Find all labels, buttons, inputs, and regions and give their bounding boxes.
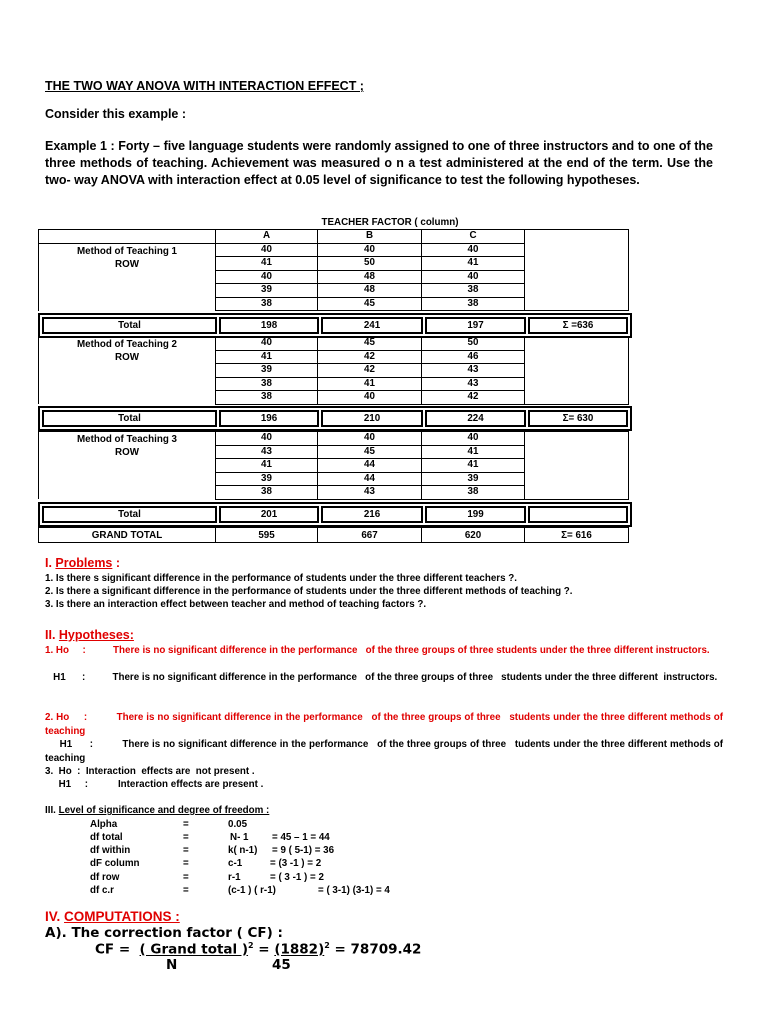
hypothesis-3-ho: 3. Ho : Interaction effects are not present . [45, 766, 255, 777]
total-label: Total [42, 317, 217, 334]
total-cell: 201 [219, 506, 319, 523]
cf-result: = 78709.42 [329, 941, 422, 958]
intro-text: Consider this example : [45, 107, 187, 121]
table-cell: 46 [422, 350, 525, 364]
problem-item: 2. Is there a significant difference in the performance of students under the three different methods of teaching ?. [45, 586, 573, 597]
table-cell: 40 [318, 243, 422, 257]
df-label: df total [90, 832, 123, 843]
table-cell: 42 [422, 391, 525, 405]
grand-total-sum: Σ= 616 [525, 528, 629, 543]
blank-cell [525, 337, 629, 405]
cf-value: (1882) [274, 941, 325, 958]
heading-number: IV. [45, 909, 65, 924]
header-blank [525, 230, 629, 311]
df-label: df row [90, 872, 120, 883]
group-label-line1: Method of Teaching 3 [77, 434, 177, 445]
table-cell: 45 [318, 337, 422, 351]
table-cell: 38 [216, 486, 318, 500]
table-cell: 38 [216, 377, 318, 391]
table-cell: 50 [318, 257, 422, 271]
df-equals: = [183, 819, 189, 830]
table-cell: 41 [216, 257, 318, 271]
column-header-b: B [318, 230, 422, 244]
table-cell: 40 [422, 432, 525, 446]
data-table-group-3 [38, 431, 629, 500]
table-cell: 48 [318, 270, 422, 284]
heading-number: II. [45, 628, 59, 642]
df-value: k( n-1) [228, 845, 258, 856]
group-label-line2: ROW [115, 447, 139, 458]
table-cell: 42 [318, 364, 422, 378]
table-cell: 40 [216, 270, 318, 284]
df-equals: = [183, 885, 189, 896]
table-cell: 50 [422, 337, 525, 351]
df-calc: = (3 -1 ) = 2 [270, 858, 322, 869]
cf-numerator: ( Grand total ) [139, 941, 249, 958]
df-label: Alpha [90, 819, 118, 830]
total-row-group-1 [38, 313, 632, 338]
cf-denominator-symbol: N [166, 957, 178, 973]
hypothesis-1-h1: H1 : There is no significant difference in the performance of the three groups of three students under the three different instructors. [45, 672, 718, 683]
df-value: N- 1 [230, 832, 249, 843]
total-cell: 216 [321, 506, 423, 523]
table-cell: 40 [422, 243, 525, 257]
table-cell: 48 [318, 284, 422, 298]
table-cell: 38 [216, 297, 318, 311]
grand-total-cell: 595 [216, 528, 318, 543]
grand-total-label: GRAND TOTAL [39, 528, 216, 543]
table-cell: 41 [216, 459, 318, 473]
grand-total-cell: 620 [422, 528, 525, 543]
table-cell: 44 [318, 472, 422, 486]
heading-colon: : [112, 556, 121, 570]
level-heading [45, 804, 269, 818]
df-row [0, 871, 768, 884]
table-cell: 45 [318, 297, 422, 311]
group-label-line2: ROW [115, 352, 139, 363]
total-cell: 241 [321, 317, 423, 334]
table-cell: 41 [422, 257, 525, 271]
table-cell: 43 [422, 364, 525, 378]
hypothesis-2-ho: 2. Ho : There is no significant difference in the performance of the three groups of three students under the three different methods of teaching [45, 712, 726, 737]
problems-heading [45, 556, 120, 570]
total-cell: 197 [425, 317, 526, 334]
table-cell: 38 [422, 486, 525, 500]
table-cell: 40 [318, 391, 422, 405]
table-cell: 38 [422, 284, 525, 298]
df-value: r-1 [228, 872, 241, 883]
problem-item: 1. Is there s significant difference in the performance of students under the three different teachers ?. [45, 573, 517, 584]
correction-factor-heading: A). The correction factor ( CF) : [45, 925, 283, 941]
table-cell: 42 [318, 350, 422, 364]
total-cell: 198 [219, 317, 319, 334]
total-label: Total [42, 506, 217, 523]
table-cell: 40 [422, 270, 525, 284]
df-label: df within [90, 845, 131, 856]
heading-text: Problems [55, 556, 113, 570]
total-cell: 210 [321, 410, 423, 427]
group-label-line2: ROW [115, 258, 139, 270]
cf-label: CF = [95, 941, 135, 958]
df-calc: = ( 3 -1 ) = 2 [270, 872, 324, 883]
df-equals: = [183, 858, 189, 869]
blank-cell [525, 432, 629, 500]
computations-heading [45, 909, 180, 924]
hypothesis-3-h1: H1 : Interaction effects are present . [45, 779, 264, 790]
group-label-line1: Method of Teaching 2 [77, 339, 177, 350]
table-cell: 39 [216, 284, 318, 298]
hypotheses-heading [45, 628, 134, 642]
table-cell: 44 [318, 459, 422, 473]
table-cell: 43 [216, 445, 318, 459]
cf-equals: = [253, 941, 275, 958]
cf-value-exponent: 2 [324, 941, 330, 950]
table-cell: 39 [216, 472, 318, 486]
example-paragraph: Example 1 : Forty – five language students were randomly assigned to one of three instructors and to one of the three methods of teaching. Achievement was measured o n a test administered at the end of the term. Use the two- way ANOVA with interaction effect at 0.05 level of significance to test the following hypotheses. [45, 139, 713, 187]
table-cell: 41 [216, 350, 318, 364]
data-table-group-2 [38, 336, 629, 405]
table-cell: 40 [216, 432, 318, 446]
total-row-group-2 [38, 406, 632, 431]
df-row [0, 884, 768, 897]
group-label [39, 337, 216, 405]
hypothesis-2-h1: H1 : There is no significant difference in the performance of the three groups of three tudents under the three different methods of teaching [45, 739, 726, 764]
problem-item: 3. Is there an interaction effect between teacher and method of teaching factors ?. [45, 599, 427, 610]
correction-factor-formula [95, 941, 421, 958]
df-equals: = [183, 872, 189, 883]
df-calc: = 45 – 1 = 44 [272, 832, 330, 843]
table-cell: 45 [318, 445, 422, 459]
table-cell: 40 [216, 243, 318, 257]
grand-total-cell: 667 [318, 528, 422, 543]
hypothesis-1-ho: 1. Ho : There is no significant difference in the performance of the three groups of three students under the three different instructors. [45, 645, 710, 656]
column-header-c: C [422, 230, 525, 244]
table-cell: 40 [318, 432, 422, 446]
table-cell: 43 [318, 486, 422, 500]
df-row [0, 857, 768, 870]
group-label [39, 432, 216, 500]
df-value: c-1 [228, 858, 243, 869]
table-cell: 41 [422, 445, 525, 459]
df-equals: = [183, 832, 189, 843]
header-blank [39, 230, 216, 244]
heading-number: I. [45, 556, 56, 570]
group-label [39, 243, 216, 311]
heading-text: COMPUTATIONS : [64, 909, 180, 924]
row-sum [528, 506, 628, 523]
total-label: Total [42, 410, 217, 427]
df-label: df c.r [90, 885, 114, 896]
cf-denominator-value: 45 [272, 957, 291, 973]
df-row [0, 818, 768, 831]
table-cell: 38 [422, 297, 525, 311]
df-value: 0.05 [228, 819, 248, 830]
table-cell: 41 [422, 459, 525, 473]
df-value: (c-1 ) ( r-1) [228, 885, 276, 896]
grand-total-row [38, 527, 629, 543]
heading-number: III. [45, 805, 59, 816]
df-calc: = 9 ( 5-1) = 36 [272, 845, 335, 856]
table-caption: TEACHER FACTOR ( column) [321, 217, 459, 228]
row-sum: Σ= 630 [528, 410, 628, 427]
df-label: dF column [90, 858, 140, 869]
heading-text: Level of significance and degree of freedom : [58, 805, 270, 816]
table-cell: 41 [318, 377, 422, 391]
table-cell: 39 [216, 364, 318, 378]
total-cell: 224 [425, 410, 526, 427]
table-cell: 39 [422, 472, 525, 486]
df-calc: = ( 3-1) (3-1) = 4 [318, 885, 390, 896]
column-header-a: A [216, 230, 318, 244]
total-row-group-3 [38, 502, 632, 527]
df-equals: = [183, 845, 189, 856]
table-cell: 38 [216, 391, 318, 405]
table-cell: 43 [422, 377, 525, 391]
cf-exponent: 2 [248, 941, 254, 950]
heading-text: Hypotheses: [58, 628, 134, 642]
df-row [0, 831, 768, 844]
df-row [0, 844, 768, 857]
total-cell: 196 [219, 410, 319, 427]
data-table-group-1 [38, 229, 629, 311]
page-title: THE TWO WAY ANOVA WITH INTERACTION EFFECT ; [45, 79, 364, 93]
group-label-line1: Method of Teaching 1 [77, 245, 177, 257]
row-sum: Σ =636 [528, 317, 628, 334]
table-cell: 40 [216, 337, 318, 351]
total-cell: 199 [425, 506, 526, 523]
